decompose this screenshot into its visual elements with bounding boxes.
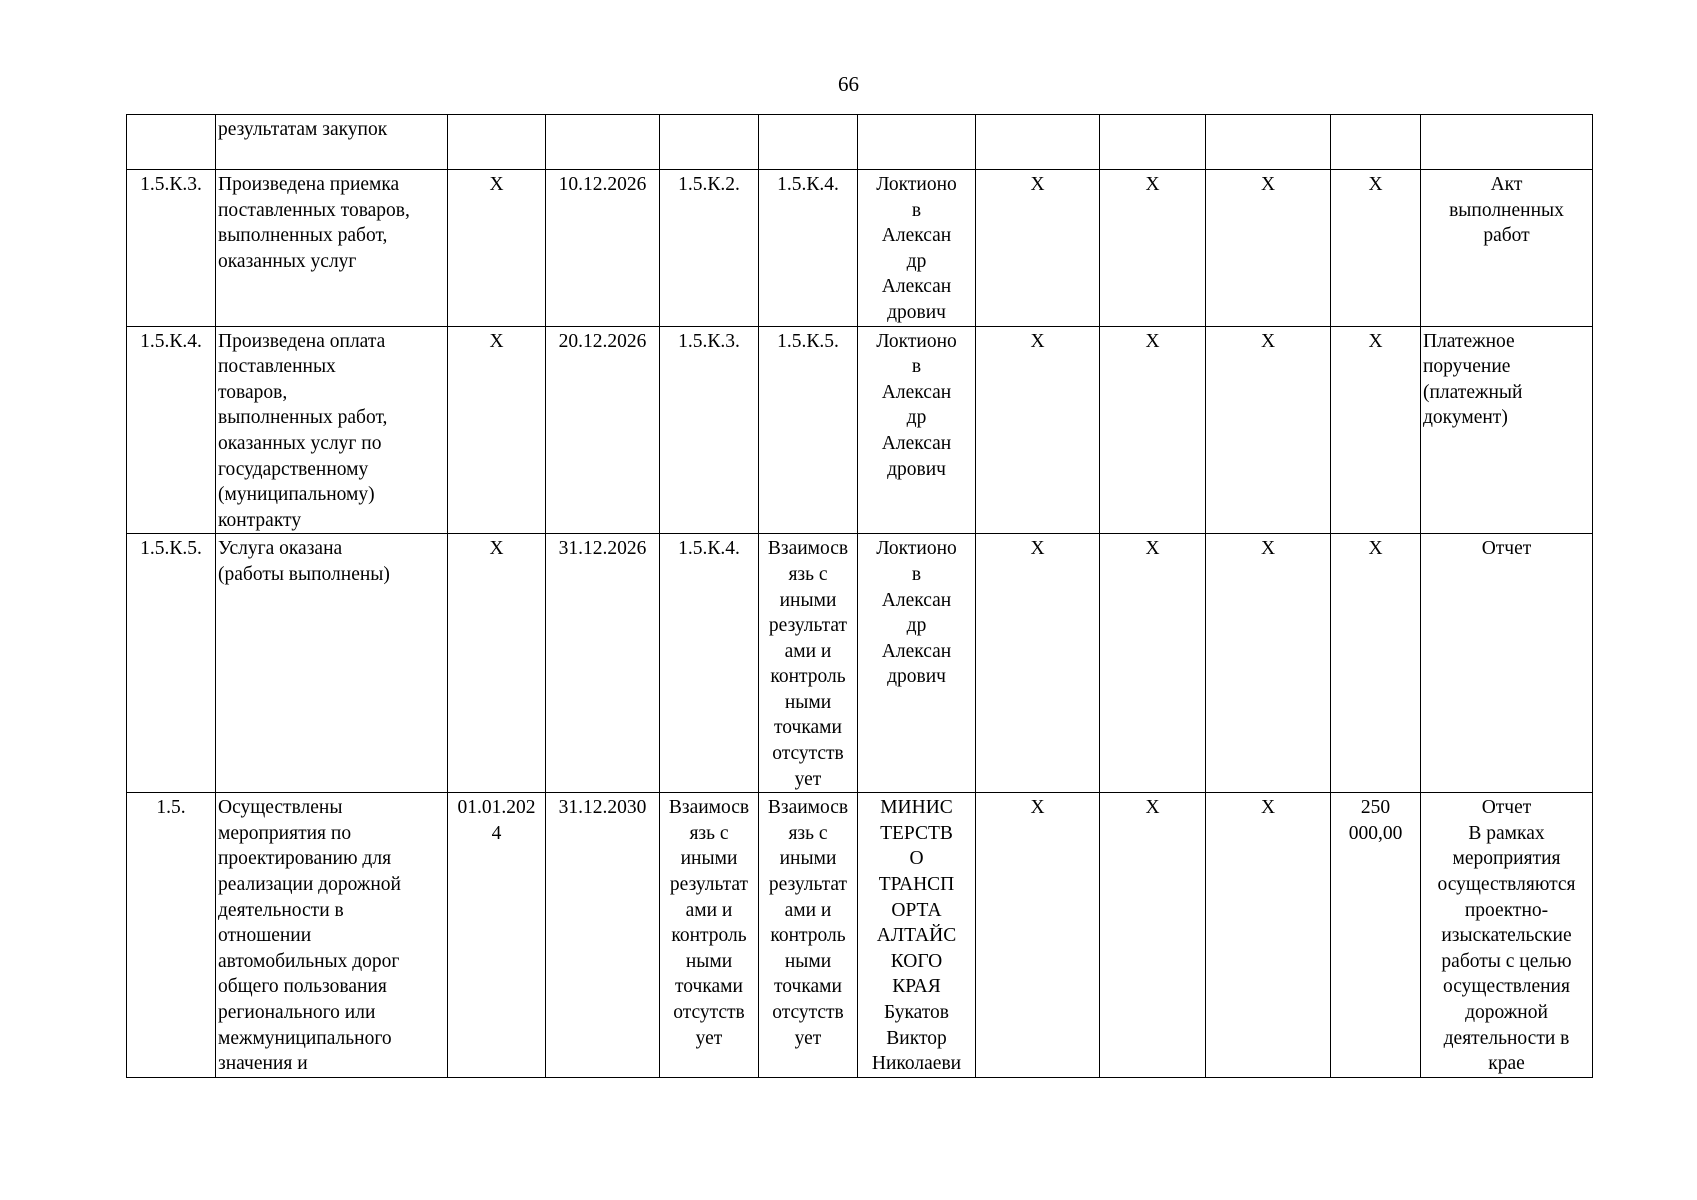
row-document (1421, 115, 1593, 170)
row-predecessor: 1.5.К.3. (660, 326, 759, 534)
row-col8: Х (976, 326, 1100, 534)
row-col10: Х (1206, 326, 1331, 534)
row-start-date (448, 115, 546, 170)
row-successor: 1.5.К.5. (759, 326, 858, 534)
row-col10: Х (1206, 793, 1331, 1078)
row-successor: Взаимосв язь с иными результат ами и контроль ными точками отсутств ует (759, 793, 858, 1078)
row-responsible: МИНИС ТЕРСТВ О ТРАНСП ОРТА АЛТАЙС КОГО КРАЯ Букатов Виктор Николаеви (858, 793, 976, 1078)
row-col8: Х (976, 170, 1100, 327)
row-responsible (858, 115, 976, 170)
row-number: 1.5.К.5. (127, 534, 216, 793)
row-document: Отчет В рамках мероприятия осуществляются проектно- изыскательские работы с целью осуществления дорожной деятельности в крае (1421, 793, 1593, 1078)
row-end-date: 31.12.2026 (546, 534, 660, 793)
plan-table (126, 114, 1593, 1078)
row-successor: Взаимосв язь с иными результат ами и контроль ными точками отсутств ует (759, 534, 858, 793)
row-name: Произведена оплата поставленных товаров, выполненных работ, оказанных услуг по государственному (муниципальному) контракту (216, 326, 448, 534)
row-col11: Х (1331, 170, 1421, 327)
row-start-date: Х (448, 534, 546, 793)
table-row (127, 793, 1593, 1078)
row-col8: Х (976, 793, 1100, 1078)
row-col10 (1206, 115, 1331, 170)
row-number (127, 115, 216, 170)
row-name: Произведена приемка поставленных товаров, выполненных работ, оказанных услуг (216, 170, 448, 327)
row-responsible: Локтионо в Алексан др Алексан дрович (858, 534, 976, 793)
row-document: Акт выполненных работ (1421, 170, 1593, 327)
row-col11 (1331, 115, 1421, 170)
row-predecessor: 1.5.К.4. (660, 534, 759, 793)
row-successor (759, 115, 858, 170)
row-col9: Х (1100, 534, 1206, 793)
row-end-date (546, 115, 660, 170)
row-responsible: Локтионо в Алексан др Алексан дрович (858, 326, 976, 534)
row-number: 1.5. (127, 793, 216, 1078)
table-row (127, 170, 1593, 327)
row-col9: Х (1100, 793, 1206, 1078)
row-col9: Х (1100, 326, 1206, 534)
row-col9: Х (1100, 170, 1206, 327)
row-successor: 1.5.К.4. (759, 170, 858, 327)
row-predecessor: Взаимосв язь с иными результат ами и контроль ными точками отсутств ует (660, 793, 759, 1078)
table-row (127, 326, 1593, 534)
row-document: Платежное поручение (платежный документ) (1421, 326, 1593, 534)
row-document: Отчет (1421, 534, 1593, 793)
row-col10: Х (1206, 534, 1331, 793)
row-name: Услуга оказана (работы выполнены) (216, 534, 448, 793)
row-end-date: 10.12.2026 (546, 170, 660, 327)
row-end-date: 20.12.2026 (546, 326, 660, 534)
row-col11: Х (1331, 534, 1421, 793)
row-col8 (976, 115, 1100, 170)
row-number: 1.5.К.4. (127, 326, 216, 534)
row-name: результатам закупок (216, 115, 448, 170)
row-start-date: 01.01.202 4 (448, 793, 546, 1078)
row-col8: Х (976, 534, 1100, 793)
row-end-date: 31.12.2030 (546, 793, 660, 1078)
page-number: 66 (838, 72, 859, 96)
row-number: 1.5.К.3. (127, 170, 216, 327)
row-start-date: Х (448, 170, 546, 327)
row-col11: Х (1331, 326, 1421, 534)
table-row (127, 115, 1593, 170)
table-row (127, 534, 1593, 793)
row-start-date: Х (448, 326, 546, 534)
row-col9 (1100, 115, 1206, 170)
row-predecessor (660, 115, 759, 170)
row-predecessor: 1.5.К.2. (660, 170, 759, 327)
row-col11: 250 000,00 (1331, 793, 1421, 1078)
row-name: Осуществлены мероприятия по проектированию для реализации дорожной деятельности в отношении автомобильных дорог общего пользования регионального или межмуниципального значения и (216, 793, 448, 1078)
row-responsible: Локтионо в Алексан др Алексан дрович (858, 170, 976, 327)
row-col10: Х (1206, 170, 1331, 327)
